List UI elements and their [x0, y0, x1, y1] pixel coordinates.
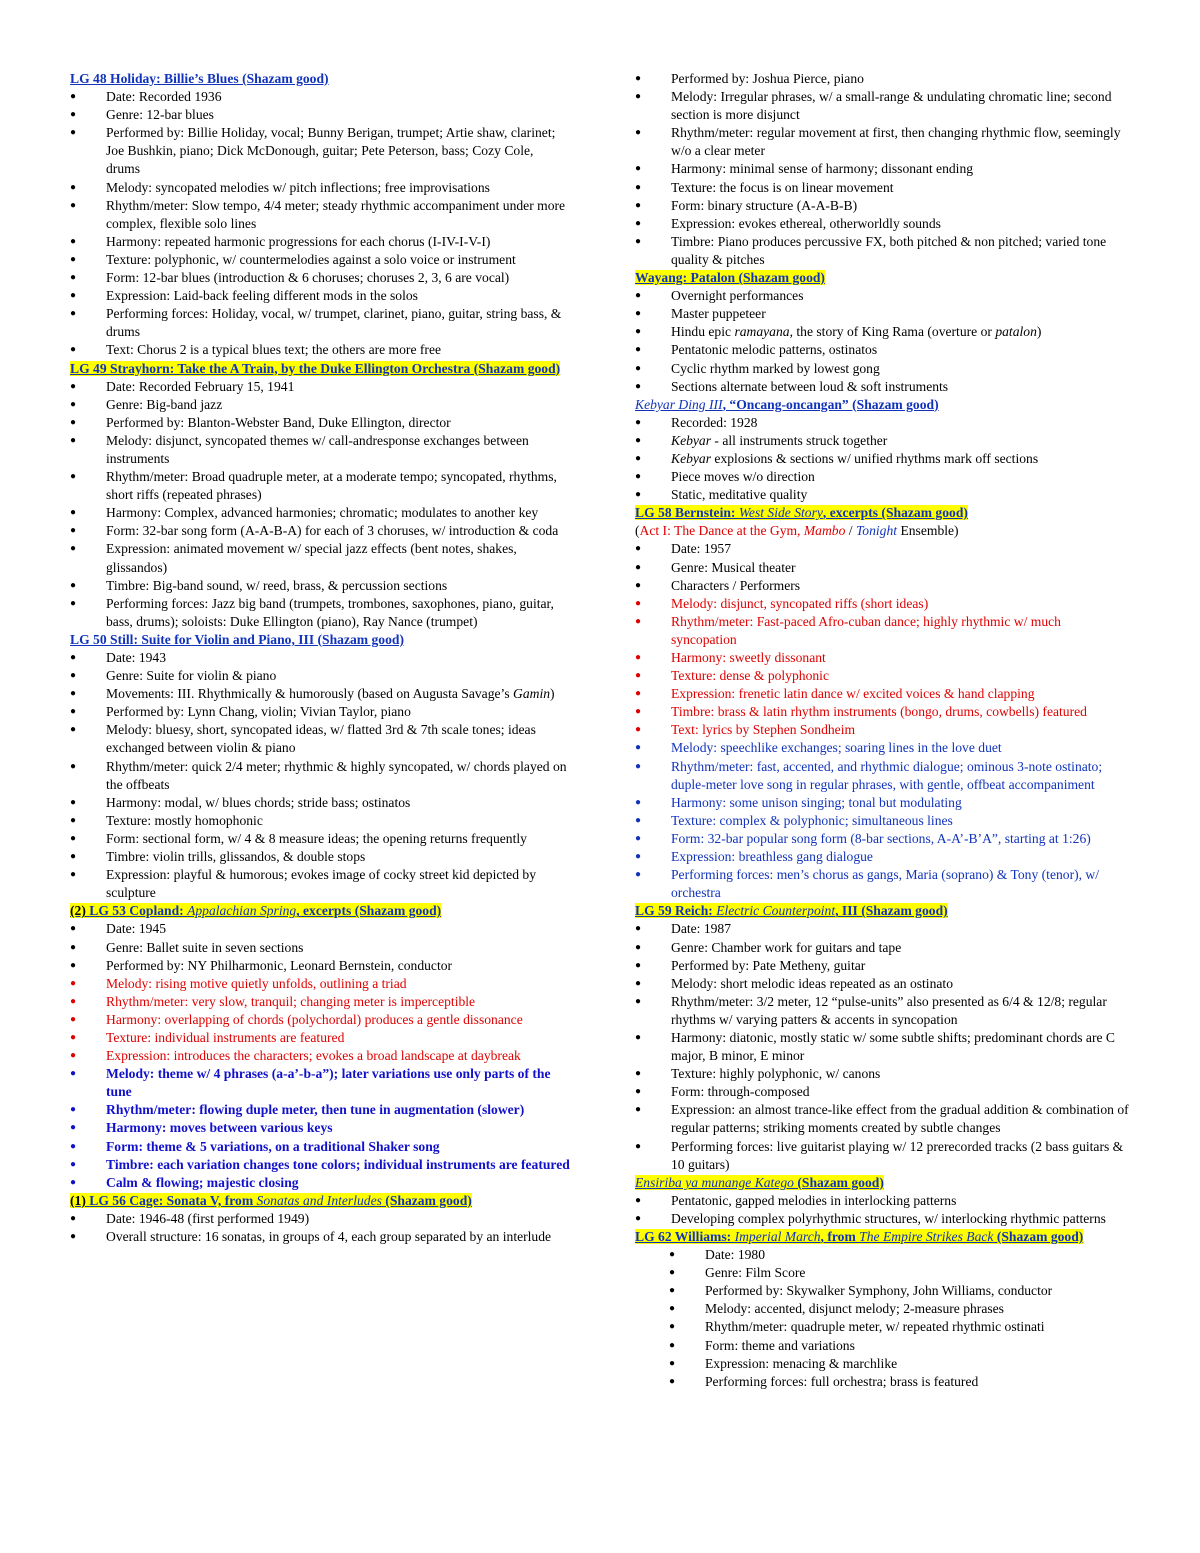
list-item: ● Melody: rising motive quietly unfolds, outlining a triad	[70, 975, 570, 993]
list-item: ● Expression: introduces the characters; evokes a broad landscape at daybreak	[70, 1047, 570, 1065]
section-wayang	[635, 269, 1130, 396]
section-heading	[635, 396, 1130, 414]
list-item: ● Melody: disjunct, syncopated themes w/ call-andresponse exchanges between instruments	[70, 432, 570, 468]
list-item: ● Performing forces: men’s chorus as gangs, Maria (soprano) & Tony (tenor), w/ orchestra	[635, 866, 1130, 902]
list-item: ● Date: Recorded 1936	[70, 88, 570, 106]
section-lg56-continued	[635, 70, 1130, 269]
movements-close: )	[550, 686, 555, 702]
section-lg53	[70, 902, 570, 1192]
list-item: ● Expression: Laid-back feeling different mods in the solos	[70, 287, 570, 305]
hindu-text: Hindu epic	[671, 324, 735, 340]
hindu-italic: ramayana	[734, 324, 790, 340]
sub-sep: /	[845, 523, 856, 539]
section-heading	[70, 902, 570, 920]
heading-highlight	[635, 505, 968, 520]
list-item: ● Developing complex polyrhythmic structures, w/ interlocking rhythmic patterns	[635, 1210, 1130, 1228]
list-item: ● Harmony: overlapping of chords (polychordal) produces a gentle dissonance	[70, 1011, 570, 1029]
heading-highlight	[70, 1193, 472, 1208]
list-item: ● Pentatonic melodic patterns, ostinatos	[635, 341, 1130, 359]
heading-text: LG 53 Copland:	[89, 903, 188, 919]
list-item: ● Date: 1946-48 (first performed 1949)	[70, 1210, 570, 1228]
list-item: ● Performing forces: full orchestra; brass is featured	[635, 1373, 1130, 1391]
list-item: ● Harmony: minimal sense of harmony; dissonant ending	[635, 160, 1130, 178]
heading-text: LG 49 Strayhorn: Take the A Train, by the Duke Ellington Orchestra (Shazam good)	[70, 360, 561, 376]
section-heading	[635, 269, 1130, 287]
list-item: ● Recorded: 1928	[635, 414, 1130, 432]
heading-text: LG 58 Bernstein:	[635, 505, 739, 521]
heading-text: , “Oncang-oncangan” (Shazam good)	[722, 396, 939, 412]
heading-text: LG 59 Reich:	[635, 903, 717, 919]
section-heading	[70, 1192, 570, 1210]
list-item: ● Texture: dense & polyphonic	[635, 667, 1130, 685]
heading-prefix: (2)	[70, 903, 90, 919]
section-heading: LG 48 Holiday: Billie’s Blues (Shazam good)	[70, 71, 329, 86]
list-item: ● Expression: animated movement w/ special jazz effects (bent notes, shakes, glissandos)	[70, 540, 570, 576]
list-item: ● Rhythm/meter: fast, accented, and rhythmic dialogue; ominous 3-note ostinato; duple-meter love song in regular phrases, with gentle, offbeat accompaniment	[635, 758, 1130, 794]
list-item: ● Text: lyrics by Stephen Sondheim	[635, 721, 1130, 739]
sub-close: Ensemble)	[897, 523, 959, 539]
section-ensiriba	[635, 1174, 1130, 1228]
list-item: ● Rhythm/meter: quadruple meter, w/ repeated rhythmic ostinati	[635, 1318, 1130, 1336]
bullet-list	[70, 1210, 570, 1246]
heading-italic: Kebyar Ding III	[635, 396, 723, 412]
bullet-list	[635, 287, 1130, 396]
list-item: ● Timbre: Piano produces percussive FX, both pitched & non pitched; varied tone quality & pitches	[635, 233, 1130, 269]
list-item: ● Texture: mostly homophonic	[70, 812, 570, 830]
list-item: ● Pentatonic, gapped melodies in interlocking patterns	[635, 1192, 1130, 1210]
list-item: ● Master puppeteer	[635, 305, 1130, 323]
heading-suffix: (Shazam good)	[993, 1229, 1084, 1244]
list-item: ● Timbre: violin trills, glissandos, & double stops	[70, 848, 570, 866]
section-heading	[635, 1228, 1130, 1246]
bullet-list	[635, 920, 1130, 1173]
list-item: ● Date: 1945	[70, 920, 570, 938]
section-lg50	[70, 631, 570, 902]
list-item: ● Performing forces: Holiday, vocal, w/ trumpet, clarinet, piano, guitar, string bass, & drums	[70, 305, 570, 341]
list-item: ● Harmony: sweetly dissonant	[635, 649, 1130, 667]
heading-italic: Appalachian Spring	[187, 903, 297, 919]
list-item: ● Performed by: Blanton-Webster Band, Duke Ellington, director	[70, 414, 570, 432]
list-item: ● Form: 32-bar song form (A-A-B-A) for each of 3 choruses, w/ introduction & coda	[70, 522, 570, 540]
section-heading	[70, 360, 570, 378]
sub-red-italic: Mambo	[803, 523, 846, 539]
heading-italic: West Side Story	[738, 505, 823, 521]
heading-text: LG 56 Cage: Sonata V, from	[89, 1192, 257, 1208]
list-item: ● Form: binary structure (A-A-B-B)	[635, 197, 1130, 215]
heading-highlight	[635, 903, 948, 918]
hindu-italic: patalon	[995, 324, 1037, 340]
list-item: ● Overall structure: 16 sonatas, in groups of 4, each group separated by an interlude	[70, 1228, 570, 1246]
list-item: ● Rhythm/meter: regular movement at first, then changing rhythmic flow, seemingly w/o a clear meter	[635, 124, 1130, 160]
hindu-text: )	[1036, 324, 1042, 340]
bullet-list	[635, 1246, 1130, 1391]
bullet-list	[635, 70, 1130, 269]
list-item: ● Genre: Musical theater	[635, 559, 1130, 577]
list-item: ● Texture: complex & polyphonic; simultaneous lines	[635, 812, 1130, 830]
list-item: ● Harmony: diatonic, mostly static w/ some subtle shifts; predominant chords are C major, B minor, E minor	[635, 1029, 1130, 1065]
list-item: ● Melody: speechlike exchanges; soaring lines in the love duet	[635, 739, 1130, 757]
list-item: ● Date: 1987	[635, 920, 1130, 938]
list-item: ● Characters / Performers	[635, 577, 1130, 595]
list-item: ● Timbre: Big-band sound, w/ reed, brass, & percussion sections	[70, 577, 570, 595]
list-item: ● Rhythm/meter: Fast-paced Afro-cuban dance; highly rhythmic w/ much syncopation	[635, 613, 1130, 649]
heading-text: Wayang: Patalon (Shazam good)	[635, 270, 825, 286]
list-item: ● Sections alternate between loud & soft instruments	[635, 378, 1130, 396]
list-item: ● Form: sectional form, w/ 4 & 8 measure ideas; the opening returns frequently	[70, 830, 570, 848]
heading-text: (Shazam good)	[793, 1174, 884, 1190]
section-lg49	[70, 360, 570, 631]
heading-highlight	[70, 903, 441, 918]
list-item: ● Rhythm/meter: very slow, tranquil; changing meter is imperceptible	[70, 993, 570, 1011]
bullet-list	[70, 378, 570, 631]
list-item: ● Expression: an almost trance-like effect from the gradual addition & combination of regular patterns; striking moments created by subtle changes	[635, 1101, 1130, 1137]
section-lg58	[635, 504, 1130, 902]
list-item: ● Rhythm/meter: Broad quadruple meter, at a moderate tempo; syncopated, rhythms, short riffs (repeated phrases)	[70, 468, 570, 504]
list-item: ● Rhythm/meter: quick 2/4 meter; rhythmic & highly syncopated, w/ chords played on the offbeats	[70, 758, 570, 794]
section-heading: LG 50 Still: Suite for Violin and Piano, III (Shazam good)	[70, 631, 404, 647]
list-item: ● Genre: Suite for violin & piano	[70, 667, 570, 685]
list-item: ● Date: Recorded February 15, 1941	[70, 378, 570, 396]
left-column	[70, 70, 570, 1246]
list-item: ● Performed by: Lynn Chang, violin; Vivian Taylor, piano	[70, 703, 570, 721]
heading-text: , from	[820, 1229, 860, 1244]
list-item: ● Form: 32-bar popular song form (8-bar sections, A-A’-B’A”, starting at 1:26)	[635, 830, 1130, 848]
heading-suffix: , III (Shazam good)	[835, 903, 948, 919]
list-item: ● Static, meditative quality	[635, 486, 1130, 504]
list-item: ● Expression: playful & humorous; evokes image of cocky street kid depicted by sculpture	[70, 866, 570, 902]
list-item: ● Melody: bluesy, short, syncopated ideas, w/ flatted 3rd & 7th scale tones; ideas exchanged between violin & piano	[70, 721, 570, 757]
bullet-list	[635, 540, 1130, 902]
heading-text: LG 62 Williams:	[635, 1229, 735, 1244]
section-heading	[635, 1174, 1130, 1192]
list-item: ● Texture: polyphonic, w/ countermelodies against a solo voice or instrument	[70, 251, 570, 269]
heading-italic: Sonatas and Interludes	[256, 1192, 382, 1208]
list-item: ● Harmony: moves between various keys	[70, 1119, 570, 1137]
list-item: ● Genre: Chamber work for guitars and tape	[635, 939, 1130, 957]
list-item: ● Rhythm/meter: Slow tempo, 4/4 meter; steady rhythmic accompaniment under more complex, flexible solo lines	[70, 197, 570, 233]
bullet-list	[635, 414, 1130, 504]
sub-blue-italic: Tonight	[855, 523, 898, 539]
section-lg56	[70, 1192, 570, 1246]
list-item: ● Performed by: Skywalker Symphony, John Williams, conductor	[635, 1282, 1130, 1300]
list-item: ● Melody: accented, disjunct melody; 2-measure phrases	[635, 1300, 1130, 1318]
list-item: ● Expression: frenetic latin dance w/ excited voices & hand clapping	[635, 685, 1130, 703]
section-heading	[635, 902, 1130, 920]
right-column	[635, 70, 1130, 1391]
list-item	[635, 450, 1130, 468]
bullet-list	[635, 1192, 1130, 1228]
list-item: ● Performing forces: Jazz big band (trumpets, trombones, saxophones, piano, guitar, bass, drums); soloists: Duke Ellington (piano), Ray Nance (trumpet)	[70, 595, 570, 631]
list-item: ● Melody: disjunct, syncopated riffs (short ideas)	[635, 595, 1130, 613]
list-item: ● Performed by: Pate Metheny, guitar	[635, 957, 1130, 975]
heading-italic: The Empire Strikes Back	[859, 1229, 994, 1244]
term-italic: Kebyar	[671, 432, 712, 448]
heading-italic: Ensiriba ya munange Katego	[635, 1174, 794, 1190]
heading-suffix: , excerpts (Shazam good)	[822, 505, 968, 521]
list-item: ● Timbre: each variation changes tone colors; individual instruments are featured	[70, 1156, 570, 1174]
section-lg59	[635, 902, 1130, 1173]
list-item: ● Cyclic rhythm marked by lowest gong	[635, 360, 1130, 378]
list-item: ● Texture: individual instruments are featured	[70, 1029, 570, 1047]
list-item: ● Harmony: Complex, advanced harmonies; chromatic; modulates to another key	[70, 504, 570, 522]
list-item: ● Timbre: brass & latin rhythm instruments (bongo, drums, cowbells) featured	[635, 703, 1130, 721]
list-item: ● Genre: Film Score	[635, 1264, 1130, 1282]
list-item: ● Melody: short melodic ideas repeated as an ostinato	[635, 975, 1130, 993]
section-lg62	[635, 1228, 1130, 1391]
list-item: ● Form: 12-bar blues (introduction & 6 choruses; choruses 2, 3, 6 are vocal)	[70, 269, 570, 287]
list-item	[635, 323, 1130, 341]
list-item: ● Genre: 12-bar blues	[70, 106, 570, 124]
bullet-list	[70, 649, 570, 902]
list-item: ● Genre: Big-band jazz	[70, 396, 570, 414]
list-item: ● Performing forces: live guitarist playing w/ 12 prerecorded tracks (2 bass guitars & 10 guitars)	[635, 1138, 1130, 1174]
term-italic: Kebyar	[671, 450, 712, 466]
list-item: ● Texture: highly polyphonic, w/ canons	[635, 1065, 1130, 1083]
heading-highlight	[635, 1229, 1083, 1244]
heading-suffix: , excerpts (Shazam good)	[296, 903, 442, 919]
list-item: ● Expression: evokes ethereal, otherworldly sounds	[635, 215, 1130, 233]
list-item: ● Texture: the focus is on linear movement	[635, 179, 1130, 197]
term-text: explosions & sections w/ unified rhythms mark off sections	[711, 450, 1039, 466]
list-item: ● Expression: menacing & marchlike	[635, 1355, 1130, 1373]
list-item: ● Overnight performances	[635, 287, 1130, 305]
movements-italic: Gamin	[513, 686, 551, 702]
list-item: ● Melody: syncopated melodies w/ pitch inflections; free improvisations	[70, 179, 570, 197]
list-item	[635, 432, 1130, 450]
hindu-text: , the story of King Rama (overture or	[789, 324, 996, 340]
sub-red: Act I: The Dance at the Gym,	[639, 523, 804, 539]
list-item: ● Performed by: Joshua Pierce, piano	[635, 70, 1130, 88]
list-item: ● Rhythm/meter: 3/2 meter, 12 “pulse-units” also presented as 6/4 & 12/8; regular rhythms w/ varying patters & accents in syncopation	[635, 993, 1130, 1029]
list-item: ● Expression: breathless gang dialogue	[635, 848, 1130, 866]
term-text: - all instruments struck together	[711, 432, 888, 448]
list-item: ● Calm & flowing; majestic closing	[70, 1174, 570, 1192]
list-item: ● Piece moves w/o direction	[635, 468, 1130, 486]
heading-suffix: (Shazam good)	[381, 1192, 472, 1208]
list-item: ● Text: Chorus 2 is a typical blues text; the others are more free	[70, 341, 570, 359]
list-item: ● Performed by: NY Philharmonic, Leonard Bernstein, conductor	[70, 957, 570, 975]
bullet-list	[70, 920, 570, 1191]
heading-italic: Electric Counterpoint	[716, 903, 836, 919]
list-item: ● Harmony: some unison singing; tonal but modulating	[635, 794, 1130, 812]
list-item: ● Date: 1957	[635, 540, 1130, 558]
list-item: ● Harmony: repeated harmonic progressions for each chorus (I-IV-I-V-I)	[70, 233, 570, 251]
sub-open: (	[635, 523, 640, 539]
section-kebyar	[635, 396, 1130, 505]
list-item: ● Rhythm/meter: flowing duple meter, then tune in augmentation (slower)	[70, 1101, 570, 1119]
heading-italic: Imperial March	[734, 1229, 821, 1244]
list-item: ● Form: theme and variations	[635, 1337, 1130, 1355]
section-lg48	[70, 70, 570, 360]
list-item: ● Melody: theme w/ 4 phrases (a-a’-b-a”); later variations use only parts of the tune	[70, 1065, 570, 1101]
section-heading	[635, 504, 1130, 522]
list-item: ● Harmony: modal, w/ blues chords; stride bass; ostinatos	[70, 794, 570, 812]
section-subheading	[635, 522, 1130, 540]
list-item: ● Genre: Ballet suite in seven sections	[70, 939, 570, 957]
list-item: ● Date: 1943	[70, 649, 570, 667]
list-item: ● Performed by: Billie Holiday, vocal; Bunny Berigan, trumpet; Artie shaw, clarinet; Joe Bushkin, piano; Dick McDonough, guitar; Pete Peterson, bass; Cozy Cole, drums	[70, 124, 570, 178]
list-item: ● Form: theme & 5 variations, on a traditional Shaker song	[70, 1138, 570, 1156]
document-page	[70, 70, 1130, 1480]
list-item: ● Date: 1980	[635, 1246, 1130, 1264]
list-item: ● Form: through-composed	[635, 1083, 1130, 1101]
movements-text: Movements: III. Rhythmically & humorously (based on Augusta Savage’s	[106, 686, 514, 702]
list-item	[70, 685, 570, 703]
list-item: ● Melody: Irregular phrases, w/ a small-range & undulating chromatic line; second section is more disjunct	[635, 88, 1130, 124]
heading-highlight	[635, 1175, 884, 1190]
heading-prefix: (1)	[70, 1192, 90, 1208]
bullet-list	[70, 88, 570, 359]
